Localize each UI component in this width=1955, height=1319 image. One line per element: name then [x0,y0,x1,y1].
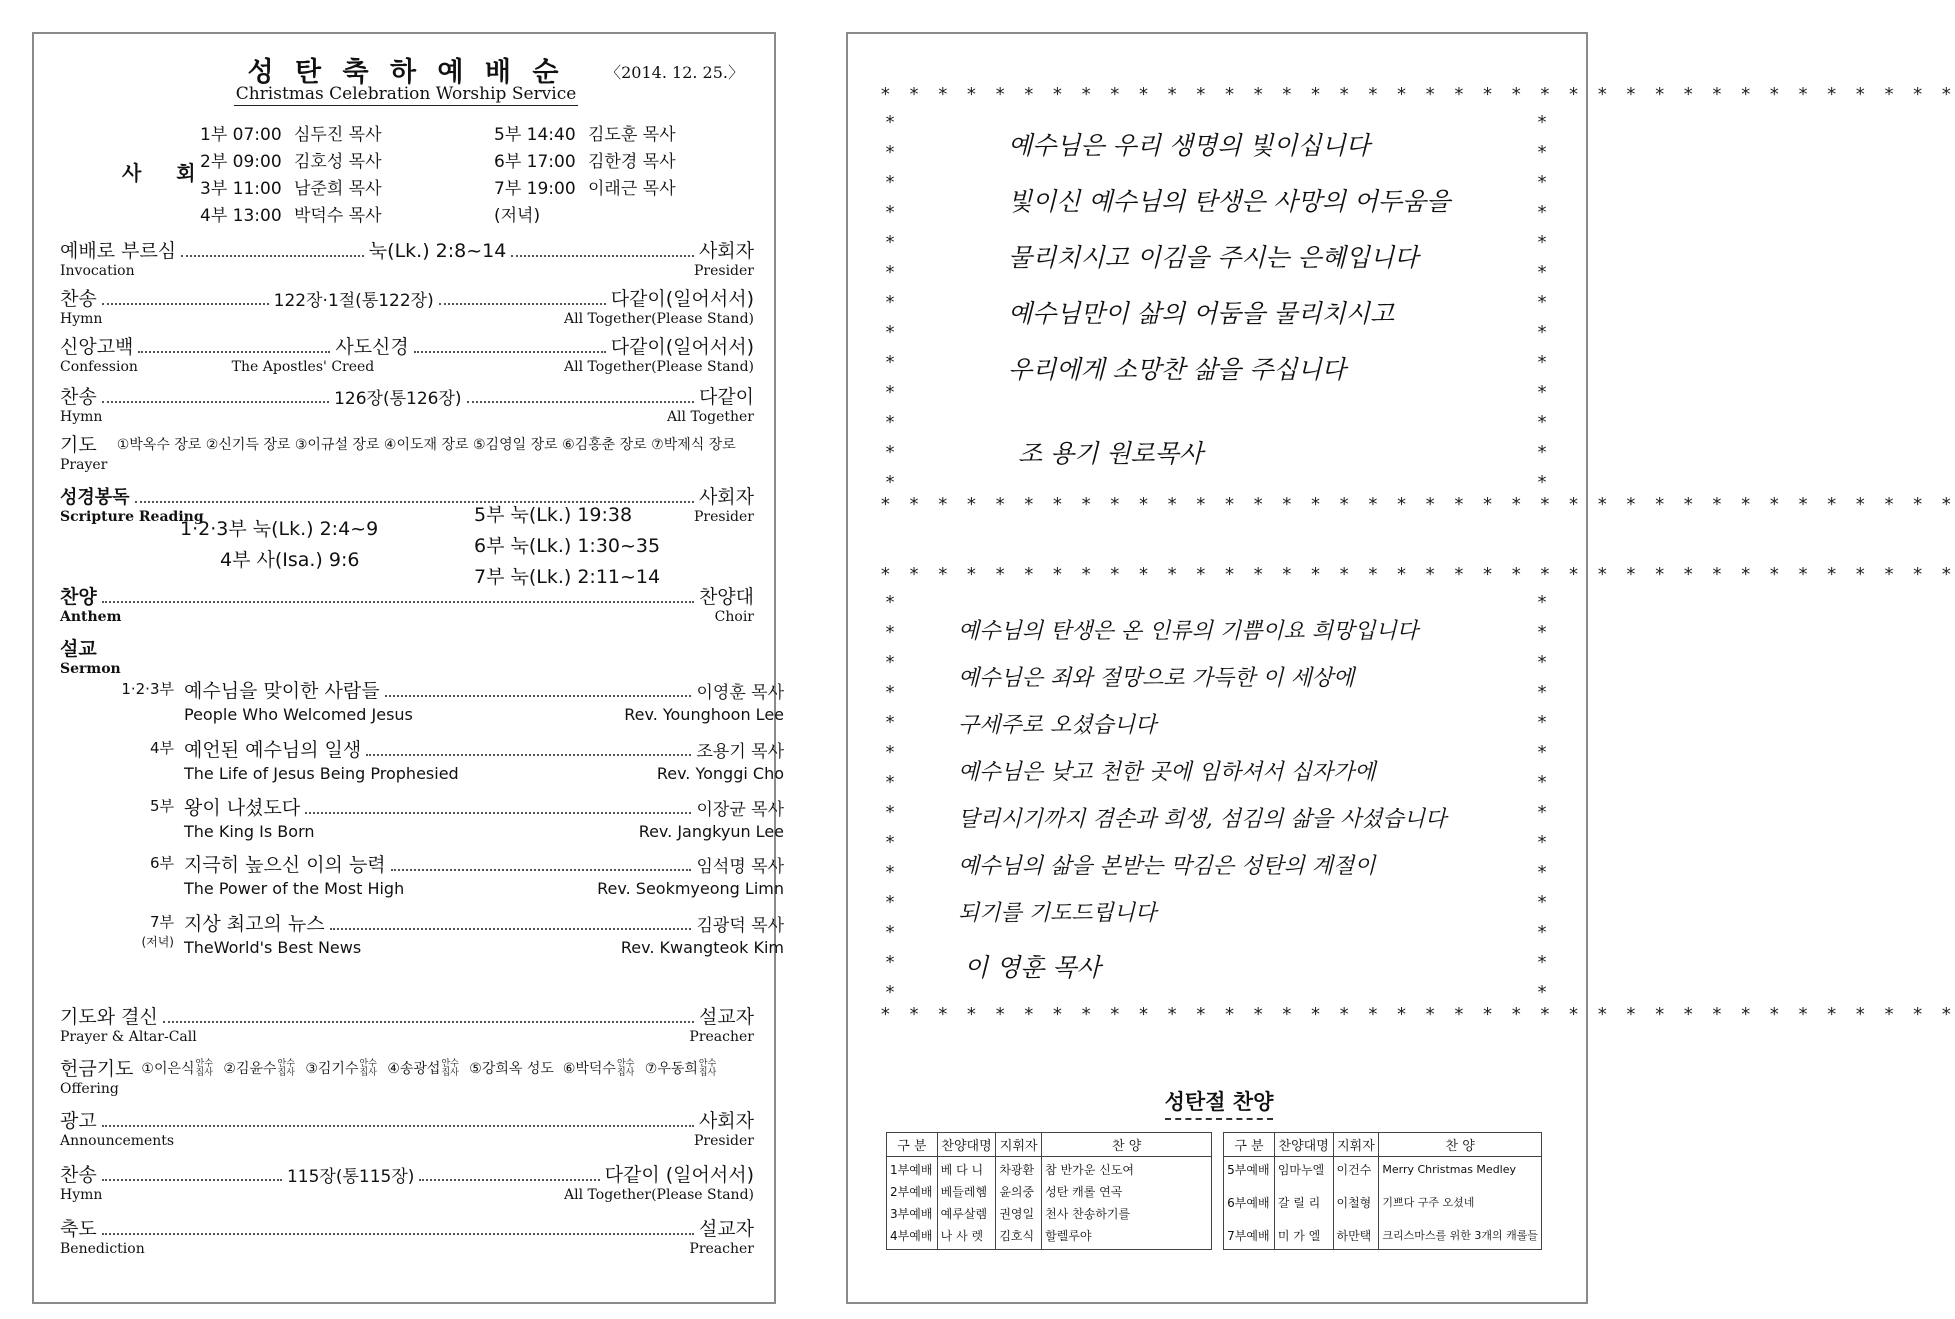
readings-left [180,514,378,576]
message-line: 되기를 기도드립니다 [958,901,1157,926]
item-title-en: Benediction [60,1241,145,1257]
message-line: 예수님만이 삶의 어둠을 물리치시고 [1008,299,1395,328]
cell-value: 예루살렘 [940,1207,988,1221]
cell-value: 할렐루야 [1045,1229,1092,1243]
host-name: 박덕수 목사 [294,206,382,226]
sermon-entry [149,850,784,898]
message-line: 구세주로 오셨습니다 [958,713,1157,738]
cell-value: 이철형 [1336,1196,1372,1210]
host-name: 김호성 목사 [294,152,382,172]
host-session: 4부 13:00 [200,206,282,226]
reading: 1·2·3부 눅(Lk.) 2:4~9 [180,518,379,540]
item-leader: 설교자 [698,1218,754,1240]
item-leader: 사회자 [698,1110,754,1132]
sermon-session-sub: (저녁) [141,935,174,949]
item-hymn-number: 126장(통126장) [334,389,462,409]
item-scripture: 눅(Lk.) 2:8~14 [368,240,507,262]
sermon-title: 지상 최고의 뉴스 [184,913,325,935]
choir-table [886,1132,1542,1250]
item-leader: 다같이 (일어서서) [604,1164,754,1186]
offering-person: ①이은식 [141,1060,195,1077]
message-line: 예수님은 낮고 천한 곳에 임하셔서 십자가에 [958,760,1376,785]
title-line: 집사 [698,1067,717,1078]
song-cell [1379,1157,1542,1250]
cell-value: 차광환 [999,1163,1035,1177]
host-row [200,176,382,203]
sermon-pastor-en: Rev. Kwangteok Kim [620,938,784,957]
item-hymn-number: 115장(통115장) [286,1167,415,1187]
cell-value: 4부예배 [890,1229,933,1243]
item-creed-en: The Apostles' Creed [231,359,375,375]
item-title: 성경봉독 [60,487,130,508]
cell-value: 나 사 렛 [940,1229,984,1243]
offering-title [441,1060,458,1078]
conductor-cell [996,1157,1042,1250]
item-title: 찬송 [60,386,97,408]
host-session: 7부 19:00 [494,179,576,199]
cell-value: 이건수 [1336,1163,1372,1177]
dot-leader [419,1179,599,1181]
item-leader-en: Choir [714,609,754,625]
star-border-right: * * * * * * * * * * * * * * [1536,592,1548,1003]
benediction-item [60,1214,754,1258]
title-line: 집사 [277,1067,295,1078]
reading: 6부 눅(Lk.) 1:30~35 [474,535,661,557]
item-title: 신앙고백 [60,336,134,358]
service-cell [887,1157,938,1250]
dot-leader [366,754,691,756]
item-title-en: Prayer & Altar-Call [60,1029,197,1045]
altar-call-item [60,1002,754,1046]
dot-leader [163,1021,694,1023]
col-song: 찬 양 [1379,1133,1542,1157]
col-service: 구 분 [1224,1133,1275,1157]
readings-right [474,500,660,593]
title-line: 안수 [441,1058,459,1069]
message-line: 예수님은 우리 생명의 빛이십니다 [1008,131,1370,160]
confession-item [60,332,754,376]
sermon-session: 5부 [149,797,174,815]
sermon-pastor: 조용기 목사 [696,742,784,762]
host-name: 김한경 목사 [588,152,676,172]
cell-value: 7부예배 [1227,1229,1270,1243]
star-border-top: * * * * * * * * * * * * * * * * * * * * * * * * * * * * * * * * * * * * * * [880,84,1955,105]
star-border-left: * * * * * * * * * * * * * * [884,592,896,1003]
sermon-pastor-en: Rev. Jangkyun Lee [638,822,784,841]
item-title: 헌금기도 [60,1058,134,1080]
cell-value: 3부예배 [890,1207,933,1221]
dot-leader [138,351,330,353]
table-row [887,1157,1542,1250]
sermon-item [60,634,754,678]
item-leader: 다같이 [698,386,754,408]
dot-leader [385,695,692,697]
signature-1: 조 용기 원로목사 [1018,439,1203,468]
message-line: 우리에게 소망찬 삶을 주십니다 [1008,355,1346,384]
reading: 5부 눅(Lk.) 19:38 [474,504,633,526]
hosts-right [494,122,676,230]
cell-value: 성탄 캐롤 연곡 [1045,1185,1123,1199]
page-title: 성 탄 축 하 예 배 순 [247,57,565,88]
sermon-entry [121,676,784,724]
dot-leader [102,303,269,305]
item-leader-en: All Together(Please Stand) [564,359,754,375]
messages-page [846,32,1955,1304]
host-name: 심두진 목사 [294,125,382,145]
host-row [200,122,382,149]
item-title: 광고 [60,1110,97,1132]
anthem-item [60,582,754,626]
item-hymn-number: 122장·1절(통122장) [273,291,434,311]
title-line: 안수 [616,1058,635,1069]
host-row [494,149,676,176]
item-leader: 사회자 [698,240,755,262]
host-session: 2부 09:00 [200,152,282,172]
col-separator [1212,1133,1224,1157]
offering-title [359,1060,376,1078]
item-title: 축도 [60,1218,97,1240]
title-line: 안수 [698,1058,717,1069]
sermon-pastor: 이영훈 목사 [696,683,784,703]
host-session: (저녁) [494,206,541,226]
item-title-en: Confession [60,359,138,375]
item-leader: 찬양대 [698,586,754,608]
item-title-en: Hymn [60,311,103,327]
message-line: 예수님의 탄생은 온 인류의 기쁨이요 희망입니다 [958,619,1419,644]
title-line: 집사 [359,1067,377,1078]
song-cell [1042,1157,1212,1250]
item-title-en: Offering [60,1081,119,1097]
cell-value: 권영일 [999,1207,1035,1221]
sermon-session: 6부 [149,854,174,872]
hymn-section-title [848,1086,1590,1116]
sermon-title: 지극히 높으신 이의 능력 [184,854,386,876]
item-title: 기도 [60,434,97,456]
conductor-cell [1333,1157,1379,1250]
item-title: 기도와 결신 [60,1006,158,1028]
item-leader: 다같이(일어서서) [610,336,754,358]
sermon-session: 1·2·3부 [121,680,174,698]
sermon-pastor-en: Rev. Younghoon Lee [624,705,784,724]
offering-person: ⑥박덕수 [562,1060,616,1077]
item-leader-en: Preacher [689,1241,754,1257]
star-border-right: * * * * * * * * * * * * * [1536,112,1548,493]
dot-leader [511,255,694,257]
service-date: 〈2014. 12. 25.〉 [605,63,744,82]
choir-cell [937,1157,996,1250]
sermon-title-en: The Power of the Most High [184,879,405,898]
item-leader: 사회자 [698,486,754,508]
sermon-title-en: People Who Welcomed Jesus [184,705,413,724]
page-subtitle [34,84,778,104]
title-line: 집사 [616,1067,635,1078]
host-name: 김도훈 목사 [588,125,676,145]
cell-value: 5부예배 [1227,1163,1270,1177]
dot-leader [102,1233,694,1235]
title-line: 안수 [359,1058,377,1069]
item-title: 찬송 [60,1164,97,1186]
col-choir: 찬양대명 [937,1133,996,1157]
invocation-item [60,236,754,280]
cell-value: 기쁘다 구주 오셨네 [1382,1196,1475,1209]
col-conductor: 지휘자 [996,1133,1042,1157]
sermon-entry [141,909,784,957]
host-session: 3부 11:00 [200,179,282,199]
star-border-bottom: * * * * * * * * * * * * * * * * * * * * * * * * * * * * * * * * * * * * * * [880,494,1955,515]
item-title-en: Hymn [60,1187,103,1203]
service-cell [1224,1157,1275,1250]
sermon-pastor-en: Rev. Yonggi Cho [656,764,784,783]
item-leader: 다같이(일어서서) [610,288,755,310]
item-title-en: Announcements [60,1133,175,1149]
cell-value: 참 반가운 신도여 [1045,1163,1134,1177]
cell-value: 미 가 엘 [1277,1229,1321,1243]
star-border-bottom: * * * * * * * * * * * * * * * * * * * * * * * * * * * * * * * * * * * * * * [880,1004,1955,1025]
sermon-title: 예언된 예수님의 일생 [184,739,362,761]
host-session: 5부 14:40 [494,125,576,145]
item-title-en: Invocation [60,263,135,279]
col-conductor: 지휘자 [1333,1133,1379,1157]
prayer-item [60,430,754,474]
title-line: 안수 [277,1058,295,1069]
offering-person: ③김기수 [305,1060,359,1077]
item-title: 찬양 [60,586,97,608]
cell-value: 베 다 니 [940,1163,984,1177]
item-leader-en: Preacher [689,1029,754,1045]
message-line: 빛이신 예수님의 탄생은 사망의 어두움을 [1008,187,1451,216]
dot-leader [305,812,691,814]
sermon-title-en: TheWorld's Best News [184,938,362,957]
star-border-left: * * * * * * * * * * * * * [884,112,896,493]
sermon-title: 왕이 나셨도다 [184,797,301,819]
host-row [494,203,676,230]
dot-leader [102,1179,282,1181]
cell-value: 임마누엘 [1277,1163,1325,1177]
host-session: 6부 17:00 [494,152,576,172]
separator-cell [1212,1157,1224,1250]
title-line: 안수 [195,1058,213,1069]
cell-value: 김호식 [999,1229,1035,1243]
message-line: 예수님은 죄와 절망으로 가득한 이 세상에 [958,666,1355,691]
dot-leader [391,869,692,871]
cell-value: 1부예배 [890,1163,933,1177]
reading: 4부 사(Isa.) 9:6 [220,549,360,571]
reading: 7부 눅(Lk.) 2:11~14 [474,566,661,588]
dot-leader [467,401,694,403]
hymn-item-3 [60,1160,754,1204]
offering-title [699,1060,716,1078]
item-title: 예배로 부르심 [60,240,177,262]
cell-value: 갈 릴 리 [1277,1196,1321,1210]
offering-title [196,1060,213,1078]
choir-cell [1274,1157,1333,1250]
message-line: 물리치시고 이김을 주시는 은혜입니다 [1008,243,1419,272]
sermon-entry [149,735,784,783]
hymn-section-title-text: 성탄절 찬양 [1165,1090,1274,1120]
cell-value: Merry Christmas Medley [1382,1163,1517,1176]
item-leader-en: Presider [694,263,754,279]
col-song: 찬 양 [1042,1133,1212,1157]
worship-order-page [32,32,784,1304]
message-line: 달리시기까지 겸손과 희생, 섬김의 삶을 사셨습니다 [958,807,1447,832]
dot-leader [181,255,364,257]
host-row [494,176,676,203]
offering-person: ②김윤수 [223,1060,277,1077]
item-title-en: Sermon [60,661,121,677]
col-service: 구 분 [887,1133,938,1157]
item-title: 설교 [60,638,97,660]
item-leader-en: All Together [666,409,754,425]
dot-leader [439,303,606,305]
cell-value: 윤의중 [999,1185,1035,1199]
host-row [200,149,382,176]
item-creed: 사도신경 [335,336,409,358]
sermon-entry [149,793,784,841]
item-title-en: Prayer [60,457,108,473]
sermon-pastor: 김광덕 목사 [696,916,784,936]
sermon-title-en: The Life of Jesus Being Prophesied [184,764,459,783]
hymn-item-1 [60,284,754,328]
pastor-message-2 [958,614,1446,943]
offering-item [60,1054,754,1098]
item-leader-en: Presider [694,1133,754,1149]
title-line: 집사 [195,1067,213,1078]
col-choir: 찬양대명 [1274,1133,1333,1157]
item-leader-en: All Together(Please Stand) [564,311,754,327]
item-title: 찬송 [60,288,97,310]
host-row [494,122,676,149]
cell-value: 천사 찬송하기를 [1045,1207,1131,1221]
host-row [200,203,382,230]
cell-value: 6부예배 [1227,1196,1270,1210]
item-leader: 설교자 [698,1006,754,1028]
message-line: 예수님의 삶을 본받는 막김은 성탄의 계절이 [958,854,1376,879]
hymn-item-2 [60,382,754,426]
host-name: 남준희 목사 [294,179,382,199]
dot-leader [102,401,329,403]
sermon-pastor: 임석명 목사 [696,857,784,877]
star-border-top: * * * * * * * * * * * * * * * * * * * * * * * * * * * * * * * * * * * * * * [880,564,1955,585]
offering-list [141,1058,722,1078]
sermon-pastor: 이장균 목사 [696,800,784,820]
offering-title [278,1060,295,1078]
hosts-left [200,122,382,230]
item-leader-en: All Together(Please Stand) [564,1187,754,1203]
dot-leader [102,1125,694,1127]
cell-value: 2부예배 [890,1185,933,1199]
item-title-en: Hymn [60,409,103,425]
dot-leader [330,928,692,930]
item-title-en: Anthem [60,609,122,625]
sermon-session: 7부 [149,913,174,931]
host-name: 이래근 목사 [588,179,676,199]
item-leader-en: Presider [694,509,754,525]
cell-value: 하만택 [1336,1229,1372,1243]
cell-value: 베들레헴 [940,1185,988,1199]
dot-leader [414,351,606,353]
offering-person: ⑦우동희 [644,1060,698,1077]
sermon-title: 예수님을 맞이한 사람들 [184,680,380,702]
host-session: 1부 07:00 [200,125,282,145]
item-title-en: Scripture Reading [60,509,204,525]
cell-value: 크리스마스를 위한 3개의 캐롤들 [1382,1229,1538,1242]
sermon-session: 4부 [149,739,174,757]
host-label: 사 회 [122,161,210,185]
offering-person: ⑤강희옥 성도 [469,1060,554,1077]
dot-leader [102,601,694,603]
offering-title [617,1060,634,1078]
signature-2: 이 영훈 목사 [964,953,1101,982]
prayer-list: ①박옥수 장로 ②신기득 장로 ③이규설 장로 ④이도재 장로 ⑤김영일 장로 ⑥김홍춘 장로 ⑦박제식 장로 [116,436,736,453]
page-subtitle-text: Christmas Celebration Worship Service [235,84,577,104]
offering-person: ④송광섭 [387,1060,441,1077]
title-line: 집사 [441,1067,459,1078]
announcements-item [60,1106,754,1150]
sermon-title-en: The King Is Born [184,822,315,841]
pastor-message-1 [1008,126,1450,406]
sermon-pastor-en: Rev. Seokmyeong Limn [597,879,784,898]
